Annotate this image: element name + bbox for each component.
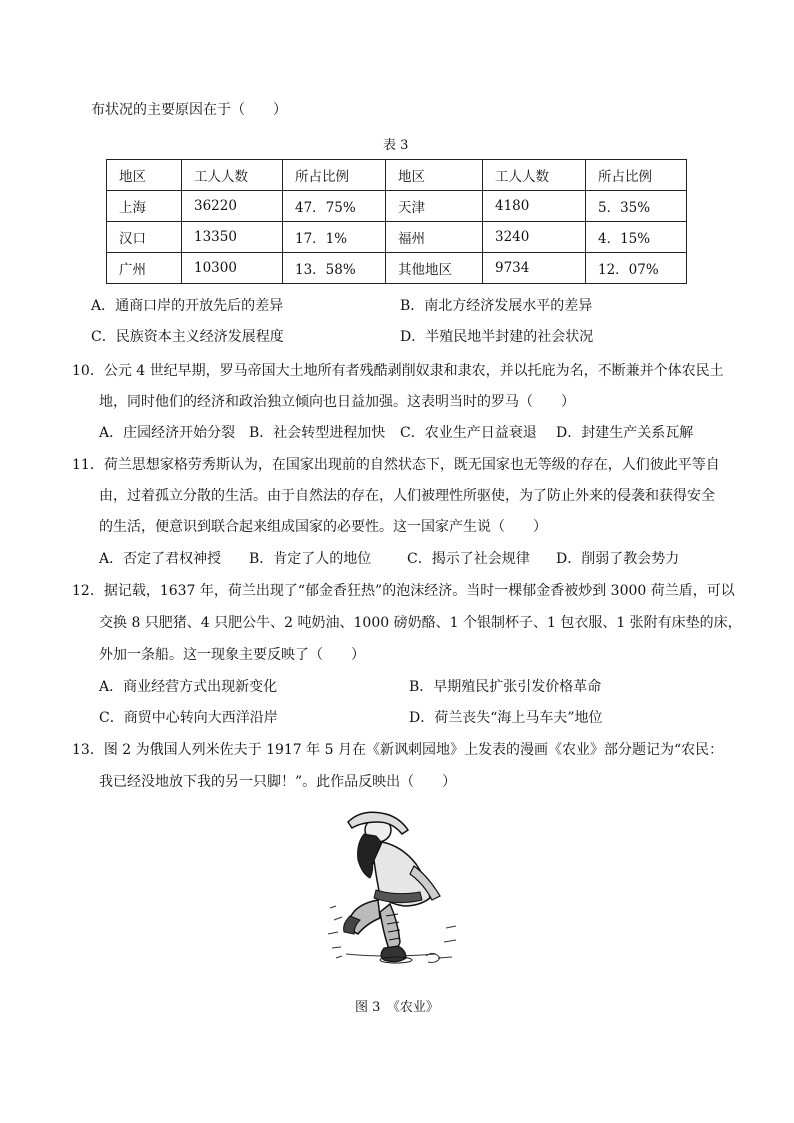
peasant-drawing	[326, 808, 466, 983]
table-cell: 上海	[107, 191, 182, 222]
q11-option-a: A．否定了君权神授	[99, 551, 222, 567]
table-row	[107, 253, 687, 284]
q11-stem-line3: 的生活，便意识到联合起来组成国家的必要性。这一国家产生说（ ）	[99, 519, 547, 535]
table-cell: 福州	[386, 222, 483, 253]
table-cell: 36220	[182, 191, 283, 222]
table-cell: 其他地区	[386, 253, 483, 284]
q9-option-b: B．南北方经济发展水平的差异	[400, 298, 593, 314]
worker-distribution-table	[106, 159, 687, 284]
q9-option-a: A．通商口岸的开放先后的差异	[91, 298, 284, 314]
q12-option-b: B．早期殖民扩张引发价格革命	[409, 679, 602, 695]
q10-option-c: C．农业生产日益衰退	[400, 425, 537, 441]
table-cell: 9734	[483, 253, 586, 284]
table-header-cell: 所占比例	[586, 160, 687, 191]
table-cell: 17．1%	[283, 222, 386, 253]
q11-option-b: B．肯定了人的地位	[249, 551, 372, 567]
table-cell: 广州	[107, 253, 182, 284]
table-header-cell: 地区	[386, 160, 483, 191]
q13-stem-line2: 我已经没地放下我的另一只脚！”。此作品反映出（ ）	[99, 774, 457, 790]
table-cell: 4180	[483, 191, 586, 222]
q10-option-a: A．庄园经济开始分裂	[99, 425, 236, 441]
table-cell: 5．35%	[586, 191, 687, 222]
q12-stem-line1: 12．据记载，1637 年，荷兰出现了“郁金香狂热”的泡沫经济。当时一棵郁金香被炒到 3000 荷兰盾，可以	[72, 583, 735, 599]
table-row	[107, 222, 687, 253]
table-header-cell: 工人人数	[483, 160, 586, 191]
q11-option-c: C．揭示了社会规律	[407, 551, 530, 567]
figure-caption: 图 3 《农业》	[355, 1000, 439, 1015]
q10-stem-line1: 10．公元 4 世纪早期，罗马帝国大土地所有者残酷剥削奴隶和隶农，并以托庇为名，不断兼并个体农民土	[72, 363, 724, 379]
table-cell: 汉口	[107, 222, 182, 253]
q12-option-d: D．荷兰丧失“海上马车夫”地位	[409, 710, 603, 726]
table-cell: 10300	[182, 253, 283, 284]
q9-option-d: D．半殖民地半封建的社会状况	[400, 329, 594, 345]
q12-option-c: C．商贸中心转向大西洋沿岸	[99, 710, 278, 726]
table-cell: 13350	[182, 222, 283, 253]
table-cell: 47．75%	[283, 191, 386, 222]
table-cell: 3240	[483, 222, 586, 253]
table-row	[107, 191, 687, 222]
q11-stem-line1: 11．荷兰思想家格劳秀斯认为，在国家出现前的自然状态下，既无国家也无等级的存在，人们彼此平等自	[72, 457, 720, 473]
q10-option-d: D．封建生产关系瓦解	[556, 425, 694, 441]
table-header-cell: 地区	[107, 160, 182, 191]
q12-option-a: A．商业经营方式出现新变化	[99, 679, 278, 695]
q9-option-c: C．民族资本主义经济发展程度	[91, 329, 284, 345]
q13-stem-line1: 13．图 2 为俄国人列米佐夫于 1917 年 5 月在《新讽刺园地》上发表的漫画《农业》部分题记为“农民：	[72, 742, 724, 758]
q12-stem-line2: 交换 8 只肥猪、4 只肥公牛、2 吨奶油、1000 磅奶酪、1 个银制杯子、1 包衣服、1 张附有床垫的床，	[99, 615, 742, 631]
q11-stem-line2: 由，过着孤立分散的生活。由于自然法的存在，人们被理性所驱使，为了防止外来的侵袭和获得安全	[99, 488, 715, 504]
q12-stem-line3: 外加一条船。这一现象主要反映了（ ）	[99, 647, 365, 663]
q10-stem-line2: 地，同时他们的经济和政治独立倾向也日益加强。这表明当时的罗马（ ）	[99, 394, 575, 410]
table-header-cell: 工人人数	[182, 160, 283, 191]
table-cell: 天津	[386, 191, 483, 222]
q11-option-d: D．削弱了教会势力	[556, 551, 680, 567]
q10-option-b: B．社会转型进程加快	[249, 425, 386, 441]
table-cell: 12．07%	[586, 253, 687, 284]
table-header-row	[107, 160, 687, 191]
peasant-cartoon-illustration	[326, 808, 466, 983]
table-cell: 13．58%	[283, 253, 386, 284]
table-title: 表 3	[383, 138, 409, 153]
table-header-cell: 所占比例	[283, 160, 386, 191]
table-cell: 4．15%	[586, 222, 687, 253]
q9-stem-tail: 布状况的主要原因在于（ ）	[91, 102, 287, 118]
